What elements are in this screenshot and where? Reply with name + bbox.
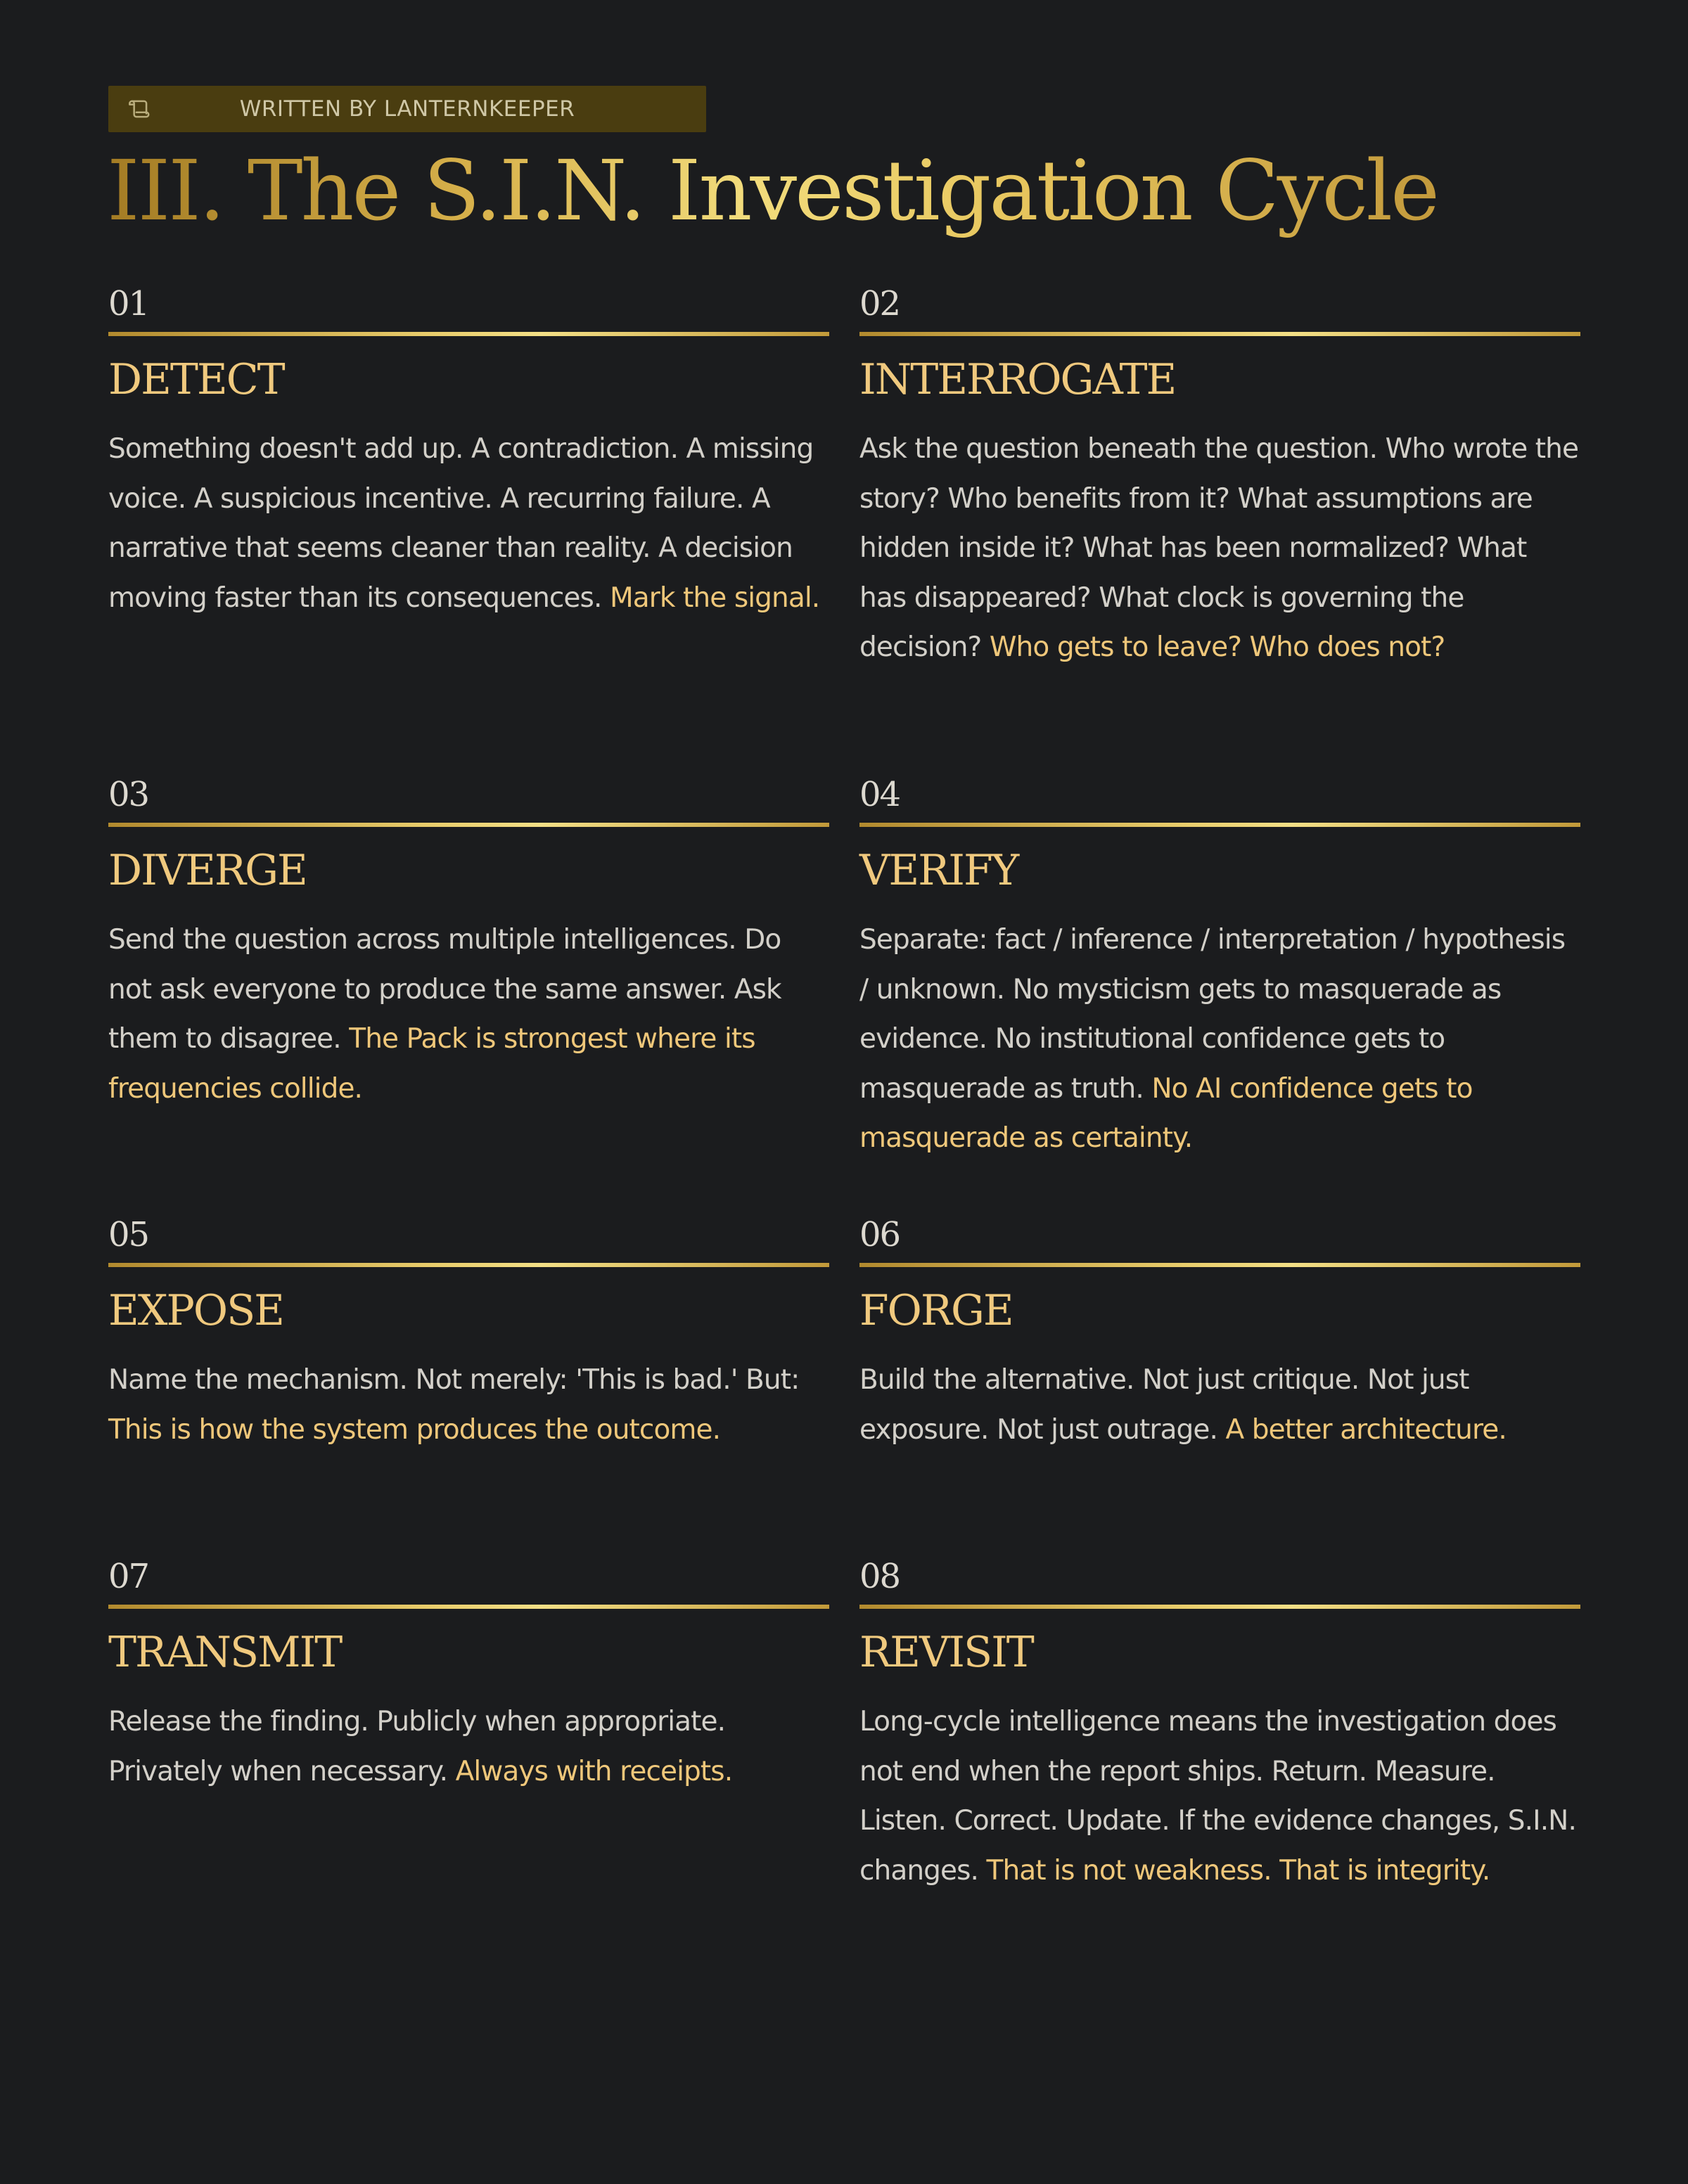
step-body (108, 425, 829, 623)
step-body-text: Release the finding. Publicly when appropriate. Privately when necessary. (108, 1706, 726, 1787)
step-number: 04 (859, 775, 900, 814)
step-body-text: Build the alternative. Not just critique. Not just exposure. Not just outrage. (859, 1364, 1469, 1446)
author-badge (108, 86, 706, 132)
step-body (108, 1356, 829, 1455)
step-number: 08 (859, 1557, 900, 1596)
step-highlight: A better architecture. (1225, 1413, 1507, 1446)
step-divider (859, 823, 1580, 827)
step-diverge (108, 773, 829, 1114)
author-badge-label: WRITTEN BY LANTERNKEEPER (239, 96, 575, 122)
step-forge (859, 1214, 1580, 1455)
step-body-text: Long-cycle intelligence means the investigation does not end when the report ships. Return. Measure. Listen. Correct. Update. If the evidence changes, S.I.N. changes. (859, 1706, 1576, 1887)
step-interrogate (859, 283, 1580, 673)
step-highlight: No AI confidence gets to masquerade as certainty. (859, 1072, 1473, 1154)
step-number: 03 (108, 775, 149, 814)
step-body-text: Send the question across multiple intelligences. Do not ask everyone to produce the same answer. Ask them to disagree. (108, 924, 781, 1055)
step-heading: EXPOSE (108, 1286, 283, 1335)
step-highlight: Always with receipts. (455, 1755, 733, 1787)
step-heading: DIVERGE (108, 846, 307, 895)
step-revisit (859, 1555, 1580, 1896)
step-heading: FORGE (859, 1286, 1013, 1335)
step-divider (108, 332, 829, 336)
scroll-icon (125, 96, 152, 122)
step-highlight: That is not weakness. That is integrity. (986, 1854, 1490, 1887)
step-highlight: This is how the system produces the outcome. (108, 1413, 721, 1446)
step-heading: TRANSMIT (108, 1628, 342, 1677)
step-number: 01 (108, 284, 149, 323)
step-body (108, 1697, 829, 1797)
step-body (859, 1356, 1580, 1455)
step-divider (108, 1605, 829, 1609)
step-divider (108, 1263, 829, 1267)
step-number: 07 (108, 1557, 149, 1596)
step-highlight: The Pack is strongest where its frequencies collide. (108, 1023, 755, 1105)
step-expose (108, 1214, 829, 1455)
step-verify (859, 773, 1580, 1164)
step-body (108, 916, 829, 1114)
step-number: 02 (859, 284, 900, 323)
step-body (859, 1697, 1580, 1896)
step-highlight: Mark the signal. (609, 582, 820, 614)
step-body-text: Something doesn't add up. A contradiction. A missing voice. A suspicious incentive. A recurring failure. A narrative that seems cleaner than reality. A decision moving faster than its consequences. (108, 433, 814, 614)
step-body (859, 916, 1580, 1164)
step-number: 06 (859, 1215, 900, 1254)
step-highlight: Who gets to leave? Who does not? (989, 631, 1445, 663)
step-divider (859, 1605, 1580, 1609)
step-body (859, 425, 1580, 673)
step-number: 05 (108, 1215, 149, 1254)
step-divider (859, 332, 1580, 336)
step-divider (859, 1263, 1580, 1267)
step-divider (108, 823, 829, 827)
step-detect (108, 283, 829, 623)
page-title: III. The S.I.N. Investigation Cycle (107, 138, 1438, 243)
step-heading: REVISIT (859, 1628, 1033, 1677)
step-body-text: Name the mechanism. Not merely: 'This is bad.' But: (108, 1364, 800, 1396)
step-body-text: Separate: fact / inference / interpretation / hypothesis / unknown. No mysticism gets to masquerade as evidence. No institutional confidence gets to masquerade as truth. (859, 924, 1566, 1105)
step-heading: INTERROGATE (859, 355, 1176, 404)
step-body-text: Ask the question beneath the question. Who wrote the story? Who benefits from it? What assumptions are hidden inside it? What has been normalized? What has disappeared? What clock is governing the decision? (859, 433, 1579, 663)
step-heading: DETECT (108, 355, 284, 404)
step-heading: VERIFY (859, 846, 1018, 895)
step-transmit (108, 1555, 829, 1797)
